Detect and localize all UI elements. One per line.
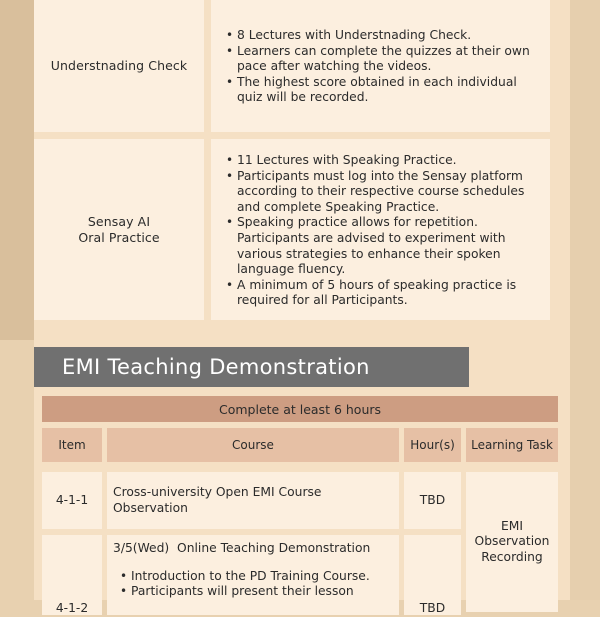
header-task-text: Learning Task xyxy=(471,438,553,452)
participation-table xyxy=(34,0,570,330)
row-4-1-2-hours xyxy=(404,535,461,615)
understanding-check-desc-cell xyxy=(211,0,550,132)
left-margin-strip xyxy=(0,0,34,340)
learning-task-text: EMI Observation Recording xyxy=(474,518,550,564)
row-course-text: Cross-university Open EMI Course Observation xyxy=(113,484,322,515)
bullet-item: • Participants will present their lesson xyxy=(131,584,393,600)
understanding-check-label-cell xyxy=(34,0,204,132)
emi-table-title-text: Complete at least 6 hours xyxy=(218,401,382,417)
bullet-item: • Participants must log into the Sensay platform according to their respective course schedules and complete Speaking Practice. xyxy=(237,169,536,216)
sensay-label-line2: Oral Practice xyxy=(78,229,160,245)
header-hours xyxy=(404,428,461,462)
sensay-bullets xyxy=(225,153,536,309)
bullet-item: • 8 Lectures with Understnading Check. xyxy=(237,28,536,44)
right-margin-strip xyxy=(570,0,600,600)
understanding-check-label: Understnading Check xyxy=(50,58,188,73)
header-course xyxy=(107,428,399,462)
bullet-item: • A minimum of 5 hours of speaking practice is required for all Participants. xyxy=(237,278,536,309)
row-4-1-2-bullets xyxy=(113,569,393,600)
row-course-title: 3/5(Wed) Online Teaching Demonstration xyxy=(113,541,371,555)
row-4-1-1-item xyxy=(42,472,102,529)
row-item-text: 4-1-1 xyxy=(55,492,89,507)
row-4-1-2-item xyxy=(42,535,102,615)
header-course-text: Course xyxy=(232,438,274,452)
row-item-text: 4-1-2 xyxy=(55,601,89,616)
row-4-1-1-hours xyxy=(404,472,461,529)
section-title-emi xyxy=(34,347,469,387)
row-hours-text: TBD xyxy=(419,492,446,507)
header-learning-task xyxy=(466,428,558,462)
sensay-desc-cell xyxy=(211,139,550,320)
bullet-item: • Introduction to the PD Training Course. xyxy=(131,569,393,585)
bullet-item: • Learners can complete the quizzes at their own pace after watching the videos. xyxy=(237,44,536,75)
bullet-item: • Speaking practice allows for repetition. Participants are advised to experiment with various strategies to enhance their spoken language fluency. xyxy=(237,215,536,277)
row-4-1-2-course xyxy=(107,535,399,615)
bullet-item: • 11 Lectures with Speaking Practice. xyxy=(237,153,536,169)
section-title-text: EMI Teaching Demonstration xyxy=(62,355,370,379)
row-hours-text: TBD xyxy=(419,601,446,616)
header-item xyxy=(42,428,102,462)
understanding-check-bullets xyxy=(225,28,536,106)
sensay-label-line1: Sensay AI xyxy=(87,213,151,229)
row-4-1-1-course xyxy=(107,472,399,529)
sensay-label-cell xyxy=(34,139,204,320)
learning-task-cell xyxy=(466,472,558,612)
bullet-item: • The highest score obtained in each individual quiz will be recorded. xyxy=(237,75,536,106)
header-item-text: Item xyxy=(58,438,86,452)
emi-table-title xyxy=(42,396,558,422)
header-hours-text: Hour(s) xyxy=(410,438,455,452)
